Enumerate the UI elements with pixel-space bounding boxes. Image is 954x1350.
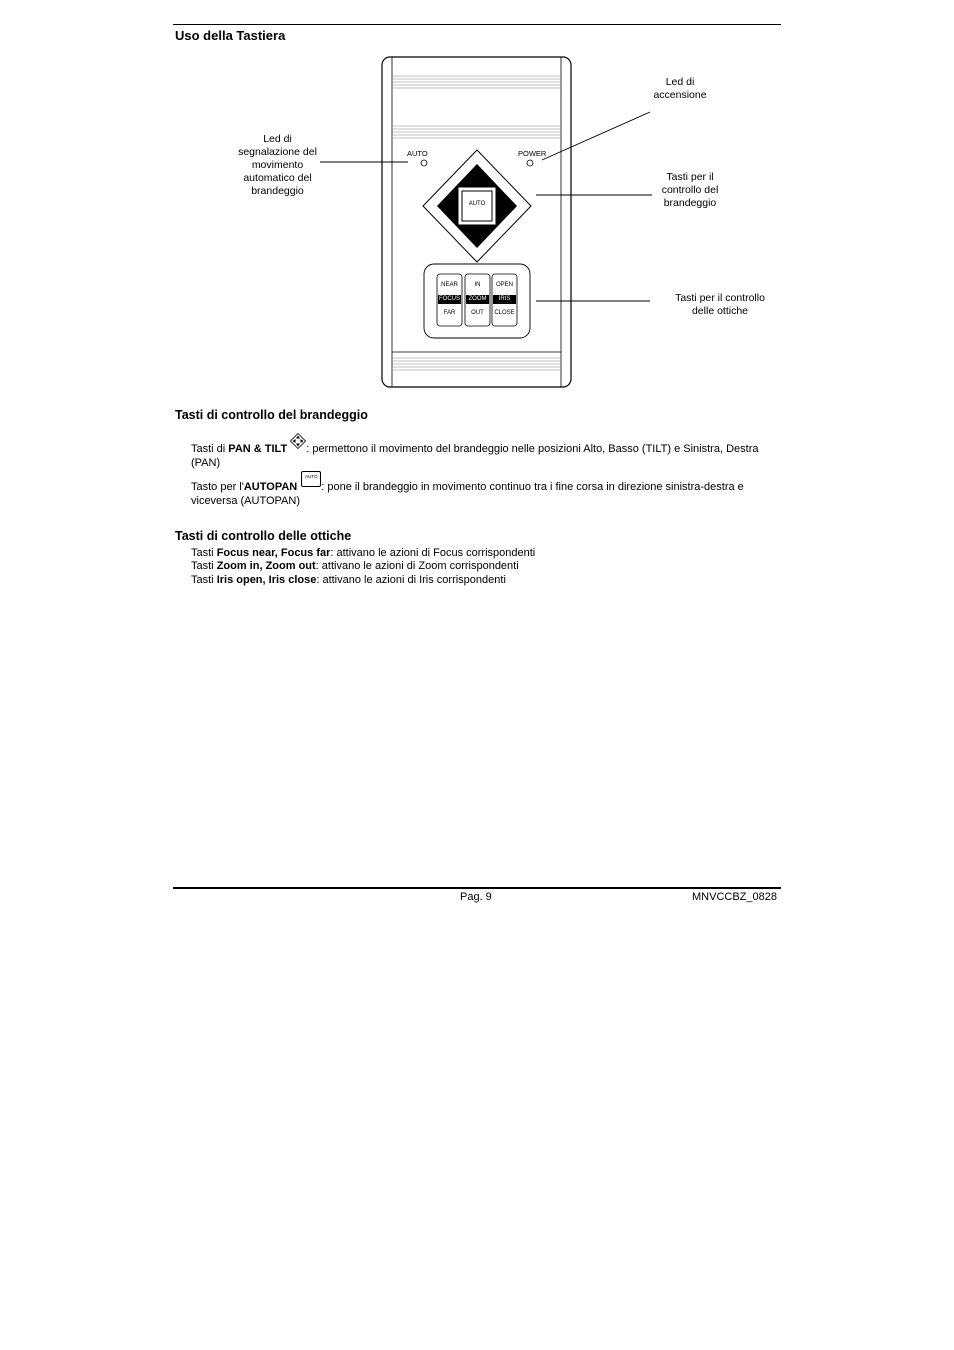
focus-term: Focus near, Focus far — [216, 547, 331, 559]
paragraph-autopan — [191, 471, 781, 508]
auto-led-label: AUTO — [407, 149, 428, 158]
iris-desc: : attivano le azioni di Iris corrispondenti — [316, 574, 506, 586]
auto-button-label: AUTO — [468, 201, 486, 207]
focus-prefix: Tasti — [191, 547, 217, 559]
iris-label: IRIS — [498, 296, 511, 302]
focus-desc: : attivano le azioni di Focus corrispondenti — [330, 547, 536, 559]
pan-tilt-term: PAN & TILT — [228, 443, 288, 455]
section-heading-pan: Tasti di controllo del brandeggio — [175, 408, 368, 422]
callout-optics-keys: Tasti per il controllo delle ottiche — [675, 292, 765, 317]
callout-leaders — [0, 0, 954, 400]
zoom-prefix: Tasti — [191, 560, 217, 572]
page-title: Uso della Tastiera — [175, 28, 286, 43]
optics-line-iris — [191, 574, 781, 588]
iris-close-label: CLOSE — [494, 310, 515, 316]
focus-far-label: FAR — [443, 310, 456, 316]
power-led-label: POWER — [518, 149, 547, 158]
autopan-desc: : pone il brandeggio in movimento continuo tra i fine corsa in direzione sinistra-destra e — [321, 481, 744, 493]
focus-near-label: NEAR — [441, 282, 458, 288]
pan-tilt-icon — [290, 433, 306, 449]
pan-prefix: Tasti di — [191, 443, 229, 455]
callout-power-led: Led di accensione — [653, 76, 707, 101]
optics-line-focus — [191, 547, 781, 561]
iris-prefix: Tasti — [191, 574, 217, 586]
footer-rule — [173, 887, 781, 889]
autopan-prefix: Tasto per l' — [191, 481, 244, 493]
autopan-desc-line2: viceversa (AUTOPAN) — [191, 494, 301, 507]
autopan-icon — [301, 471, 321, 487]
autopan-term: AUTOPAN — [243, 481, 298, 493]
zoom-term: Zoom in, Zoom out — [216, 560, 316, 572]
autopan-icon-label: AUTO — [305, 474, 318, 479]
optics-line-zoom — [191, 560, 781, 574]
zoom-out-label: OUT — [471, 310, 484, 316]
zoom-label: ZOOM — [468, 296, 487, 302]
iris-term: Iris open, Iris close — [216, 574, 317, 586]
paragraph-pan-tilt — [191, 433, 781, 470]
focus-label: FOCUS — [439, 296, 460, 302]
section-heading-optics: Tasti di controllo delle ottiche — [175, 529, 352, 543]
pan-desc: : permettono il movimento del brandeggio nelle posizioni Alto, Basso (TILT) e Sinistra, Destra — [306, 443, 759, 455]
page-number: Pag. 9 — [460, 891, 492, 903]
zoom-in-label: IN — [474, 282, 481, 288]
callout-pan-tilt-keys: Tasti per il controllo del brandeggio — [661, 171, 719, 209]
pan-desc-line2: (PAN) — [191, 456, 221, 469]
document-code: MNVCCBZ_0828 — [692, 891, 777, 903]
callout-auto-led: Led di segnalazione del movimento automatico del brandeggio — [238, 133, 317, 197]
iris-open-label: OPEN — [495, 282, 513, 288]
zoom-desc: : attivano le azioni di Zoom corrispondenti — [315, 560, 519, 572]
